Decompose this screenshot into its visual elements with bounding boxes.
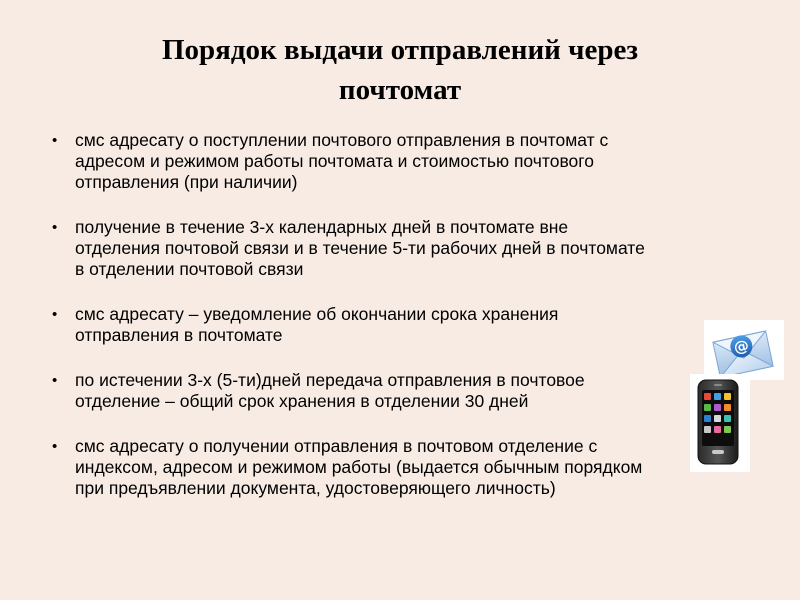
- bullet-line: отделение – общий срок хранения в отделении 30 дней: [75, 391, 529, 411]
- mobile-phone-icon: [690, 374, 750, 472]
- bullet-line: отправления (при наличии): [75, 172, 298, 192]
- bullet-marker: •: [52, 438, 58, 455]
- bullet-line: смс адресату о получении отправления в почтовом отделение с: [75, 436, 598, 456]
- slide-title: [60, 30, 740, 110]
- svg-text:@: @: [732, 336, 751, 357]
- bullet-item: [50, 304, 750, 346]
- bullet-line: смс адресату – уведомление об окончании срока хранения: [75, 304, 559, 324]
- bullet-item: [50, 217, 750, 280]
- bullet-marker: •: [52, 219, 58, 236]
- bullet-item: [50, 370, 750, 412]
- bullet-line: получение в течение 3-х календарных дней в почтомате вне: [75, 217, 569, 237]
- bullet-item: [50, 130, 750, 193]
- bullet-marker: •: [52, 306, 58, 323]
- bullet-line: при предъявлении документа, удостоверяющего личность): [75, 478, 556, 498]
- bullet-marker: •: [52, 372, 58, 389]
- bullet-line: адресом и режимом работы почтомата и стоимостью почтового: [75, 151, 595, 171]
- bullet-line: отправления в почтомате: [75, 325, 283, 345]
- bullet-line: в отделении почтовой связи: [75, 259, 304, 279]
- bullet-item: [50, 436, 750, 499]
- bullet-list: [50, 130, 750, 523]
- bullet-line: по истечении 3-х (5-ти)дней передача отправления в почтовое: [75, 370, 585, 390]
- bullet-line: смс адресату о поступлении почтового отправления в почтомат с: [75, 130, 609, 150]
- bullet-marker: •: [52, 132, 58, 149]
- bullet-line: индексом, адресом и режимом работы (выдается обычным порядком: [75, 457, 643, 477]
- bullet-line: отделения почтовой связи и в течение 5-ти рабочих дней в почтомате: [75, 238, 645, 258]
- title-line-1: Порядок выдачи отправлений через: [161, 34, 638, 66]
- email-envelope-icon: [704, 320, 784, 380]
- title-line-2: почтомат: [338, 74, 462, 106]
